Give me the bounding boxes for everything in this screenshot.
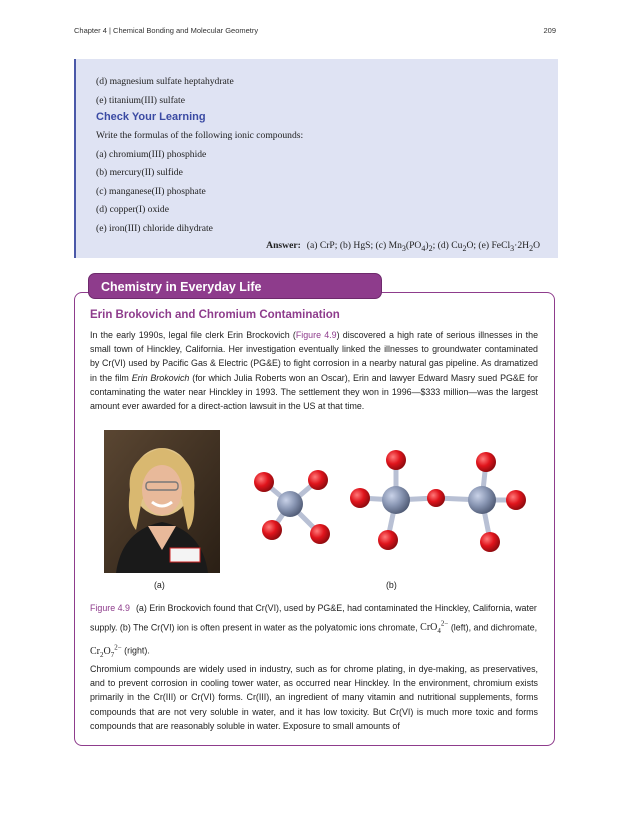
feature-title: Erin Brokovich and Chromium Contamination [90,309,340,321]
page-number: 209 [543,26,556,35]
feature-tab: Chemistry in Everyday Life [88,273,382,299]
pre-item: (e) titanium(III) sulfate [96,95,185,106]
list-item: (c) manganese(II) phosphate [96,186,206,197]
figure-caption: Figure 4.9 (a) Erin Brockovich found that Cr(VI), used by PG&E, had contaminated the Hinckley, California, water supply. (b) The Cr(VI) ion is often present in water as the polyatomic ions chromate, CrO$_4^{2-}$ (left), and dichromate, $Cr_2O_7^{2-}$ (right). [90,603,538,659]
chapter-title: Chapter 4 | Chemical Bonding and Molecular Geometry [74,26,259,35]
list-item: (d) copper(I) oxide [96,204,169,215]
figure-link[interactable]: Figure 4.9 [295,330,337,340]
erin-brockovich-photo [104,430,220,573]
figure-number: Figure 4.9 [90,603,130,613]
label-b: (b) [386,580,397,590]
list-item: (e) iron(III) chloride dihydrate [96,223,213,234]
answer-label: Answer: [266,240,301,251]
chromate-formula: CrO$_4^{2-}$ [420,620,449,636]
dichromate-model [350,450,526,552]
learning-prompt: Write the formulas of the following ionic compounds: [96,130,304,141]
paragraph-chromium: Chromium compounds are widely used in industry, such as for chrome plating, in dye-making, as preservatives, and to prevent corrosion in cooling tower water, as occurred near Hinckley. In the environment, chromium exists primarily in the Cr(III) or Cr(VI) forms. Cr(III), an ingredient of many vitamin and nutritional supplements, forms compounds that are not very soluble in water, and it has low toxicity. But Cr(VI) is much more toxic and forms compounds that are reasonably soluble in water. Exposure to small amounts of [90,664,538,731]
dichromate-formula: $Cr_2O_7^{2-}$ [90,643,122,659]
chromate-model [254,470,330,544]
list-item: (b) mercury(II) sulfide [96,167,183,178]
pre-item: (d) magnesium sulfate heptahydrate [96,76,234,87]
label-a: (a) [154,580,165,590]
check-learning-heading: Check Your Learning [96,111,206,123]
paragraph-intro: In the early 1990s, legal file clerk Erin Brockovich (Figure 4.9) discovered a high rate of serious illnesses in the small town of Hinckley, California. Her investigation eventually linked the illnesses to groundwater contaminated by Cr(VI) used by Pacific Gas & Electric (PG&E) to fight corrosion in a nearby natural gas pipeline. As dramatized in the film Erin Brokovich (for which Julia Roberts won an Oscar), Erin and lawyer Edward Masry sued PG&E for contaminating the water near Hinckley in 1993. The settlement they won in 1996—$333 million—was the largest amount ever awarded for a direct-action lawsuit in the US at that time. [90,330,538,412]
chromate-dichromate-models [246,446,536,556]
running-head [74,26,556,35]
answer: Answer: (a) CrP; (b) HgS; (c) $Mn_3(PO_4)_2$; (d) $Cu_2O$; (e) $FeCl_3\cdot 2H_2O$ [266,240,540,253]
check-learning-box [74,59,558,258]
list-item: (a) chromium(III) phosphide [96,149,207,160]
